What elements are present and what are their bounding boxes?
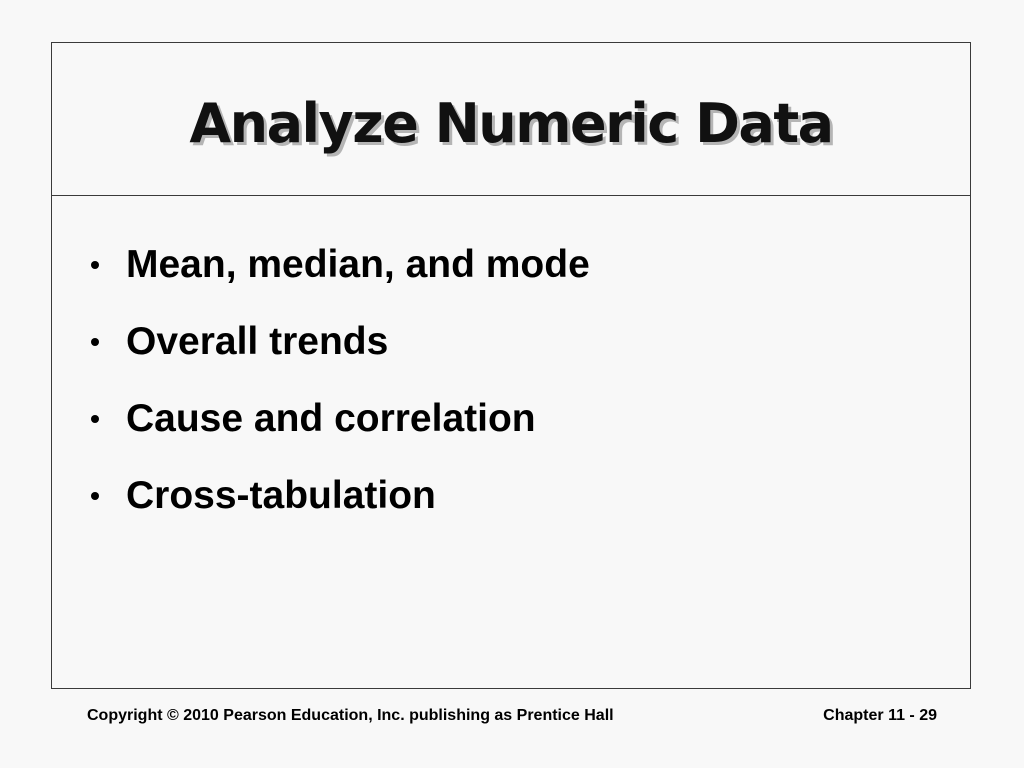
list-item	[86, 226, 590, 303]
title-area	[52, 43, 970, 196]
bullet-dot-icon	[91, 338, 99, 346]
slide-frame	[51, 42, 971, 689]
bullet-dot-icon	[91, 415, 99, 423]
bullet-text: Cross-tabulation	[126, 473, 436, 517]
bullet-list	[86, 226, 590, 534]
bullet-dot-icon	[91, 261, 99, 269]
bullet-dot-icon	[91, 492, 99, 500]
list-item	[86, 303, 590, 380]
bullet-text: Cause and correlation	[126, 396, 536, 440]
slide-title: Analyze Numeric Data	[189, 91, 833, 155]
list-item	[86, 380, 590, 457]
bullet-text: Mean, median, and mode	[126, 242, 590, 286]
bullet-text: Overall trends	[126, 319, 389, 363]
footer-page-number: Chapter 11 - 29	[823, 707, 937, 724]
list-item	[86, 457, 590, 534]
footer-copyright: Copyright © 2010 Pearson Education, Inc. publishing as Prentice Hall	[87, 707, 614, 724]
